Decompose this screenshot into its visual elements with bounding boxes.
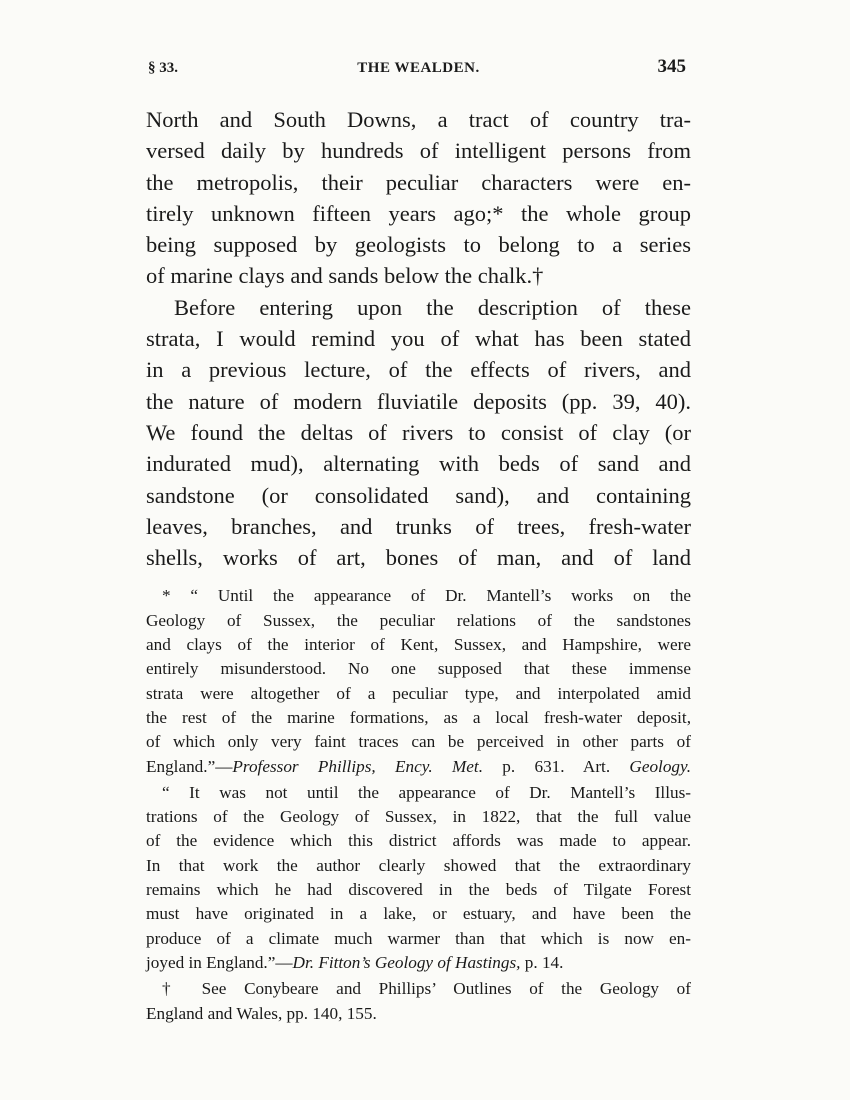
running-title: THE WEALDEN.	[357, 60, 480, 76]
citation-source: Dr. Fitton’s Geology of Hastings,	[292, 952, 521, 972]
footnote-line: must have originated in a lake, or estuary, and have been the	[146, 904, 691, 924]
body-line: leaves, branches, and trunks of trees, fresh-water	[146, 513, 691, 539]
body-text	[146, 104, 691, 573]
body-line: in a previous lecture, of the effects of rivers, and	[146, 357, 691, 383]
body-line: North and South Downs, a tract of country tra-	[146, 107, 691, 132]
footnote-line: produce of a climate much warmer than that which is now en-	[146, 928, 691, 948]
footnote-citation-line	[146, 755, 691, 779]
footnote-line: and clays of the interior of Kent, Sussex, and Hampshire, were	[146, 635, 691, 655]
running-head	[146, 52, 691, 80]
footnote-line: of the evidence which this district affords was made to appear.	[146, 831, 691, 851]
body-line: shells, works of art, bones of man, and of land	[146, 545, 691, 571]
footnote-line: the rest of the marine formations, as a local fresh-water deposit,	[146, 707, 691, 727]
body-line: the nature of modern fluviatile deposits (pp. 39, 40).	[146, 388, 691, 414]
body-line: sandstone (or consolidated sand), and containing	[146, 482, 691, 508]
footnote-line: strata were altogether of a peculiar type, and interpolated amid	[146, 683, 691, 703]
body-line: of marine clays and sands below the chalk.†	[146, 263, 544, 289]
body-line: strata, I would remind you of what has been stated	[146, 326, 691, 352]
page-number: 345	[657, 56, 686, 77]
citation-article: Geology.	[629, 756, 691, 776]
footnote-line: * “ Until the appearance of Dr. Mantell’s works on the	[162, 586, 691, 606]
citation-ref: p. 631. Art.	[483, 756, 630, 776]
citation-ref: p. 14.	[520, 952, 564, 972]
citation-text: joyed in England.”—	[146, 952, 293, 972]
body-line: the metropolis, their peculiar characters were en-	[146, 169, 691, 195]
footnote-line: England and Wales, pp. 140, 155.	[146, 1003, 377, 1023]
footnote-line: entirely misunderstood. No one supposed that these immense	[146, 659, 691, 679]
section-number: § 33.	[148, 60, 178, 76]
footnote-line: † See Conybeare and Phillips’ Outlines of the Geology of	[162, 979, 691, 999]
body-line: tirely unknown fifteen years ago;* the whole group	[146, 200, 691, 226]
body-line: Before entering upon the description of these	[174, 294, 691, 320]
footnote-line: of which only very faint traces can be perceived in other parts of	[146, 732, 691, 752]
footnote-line: In that work the author clearly showed that the extraordinary	[146, 855, 691, 875]
footnote-line: “ It was not until the appearance of Dr. Mantell’s Illus-	[162, 782, 691, 802]
body-line: indurated mud), alternating with beds of sand and	[146, 451, 691, 477]
footnote-citation-line	[146, 951, 691, 975]
citation-source: Professor Phillips, Ency. Met.	[232, 756, 483, 776]
book-page	[146, 52, 691, 1026]
footnote-line: remains which he had discovered in the beds of Tilgate Forest	[146, 880, 691, 900]
body-line: versed daily by hundreds of intelligent persons from	[146, 138, 691, 164]
body-line: We found the deltas of rivers to consist of clay (or	[146, 419, 691, 445]
footnotes	[146, 584, 691, 1025]
footnote-line: trations of the Geology of Sussex, in 1822, that the full value	[146, 807, 691, 827]
footnote-line: Geology of Sussex, the peculiar relations of the sandstones	[146, 610, 691, 630]
citation-text: England.”—	[146, 756, 233, 776]
body-line: being supposed by geologists to belong to a series	[146, 232, 691, 258]
